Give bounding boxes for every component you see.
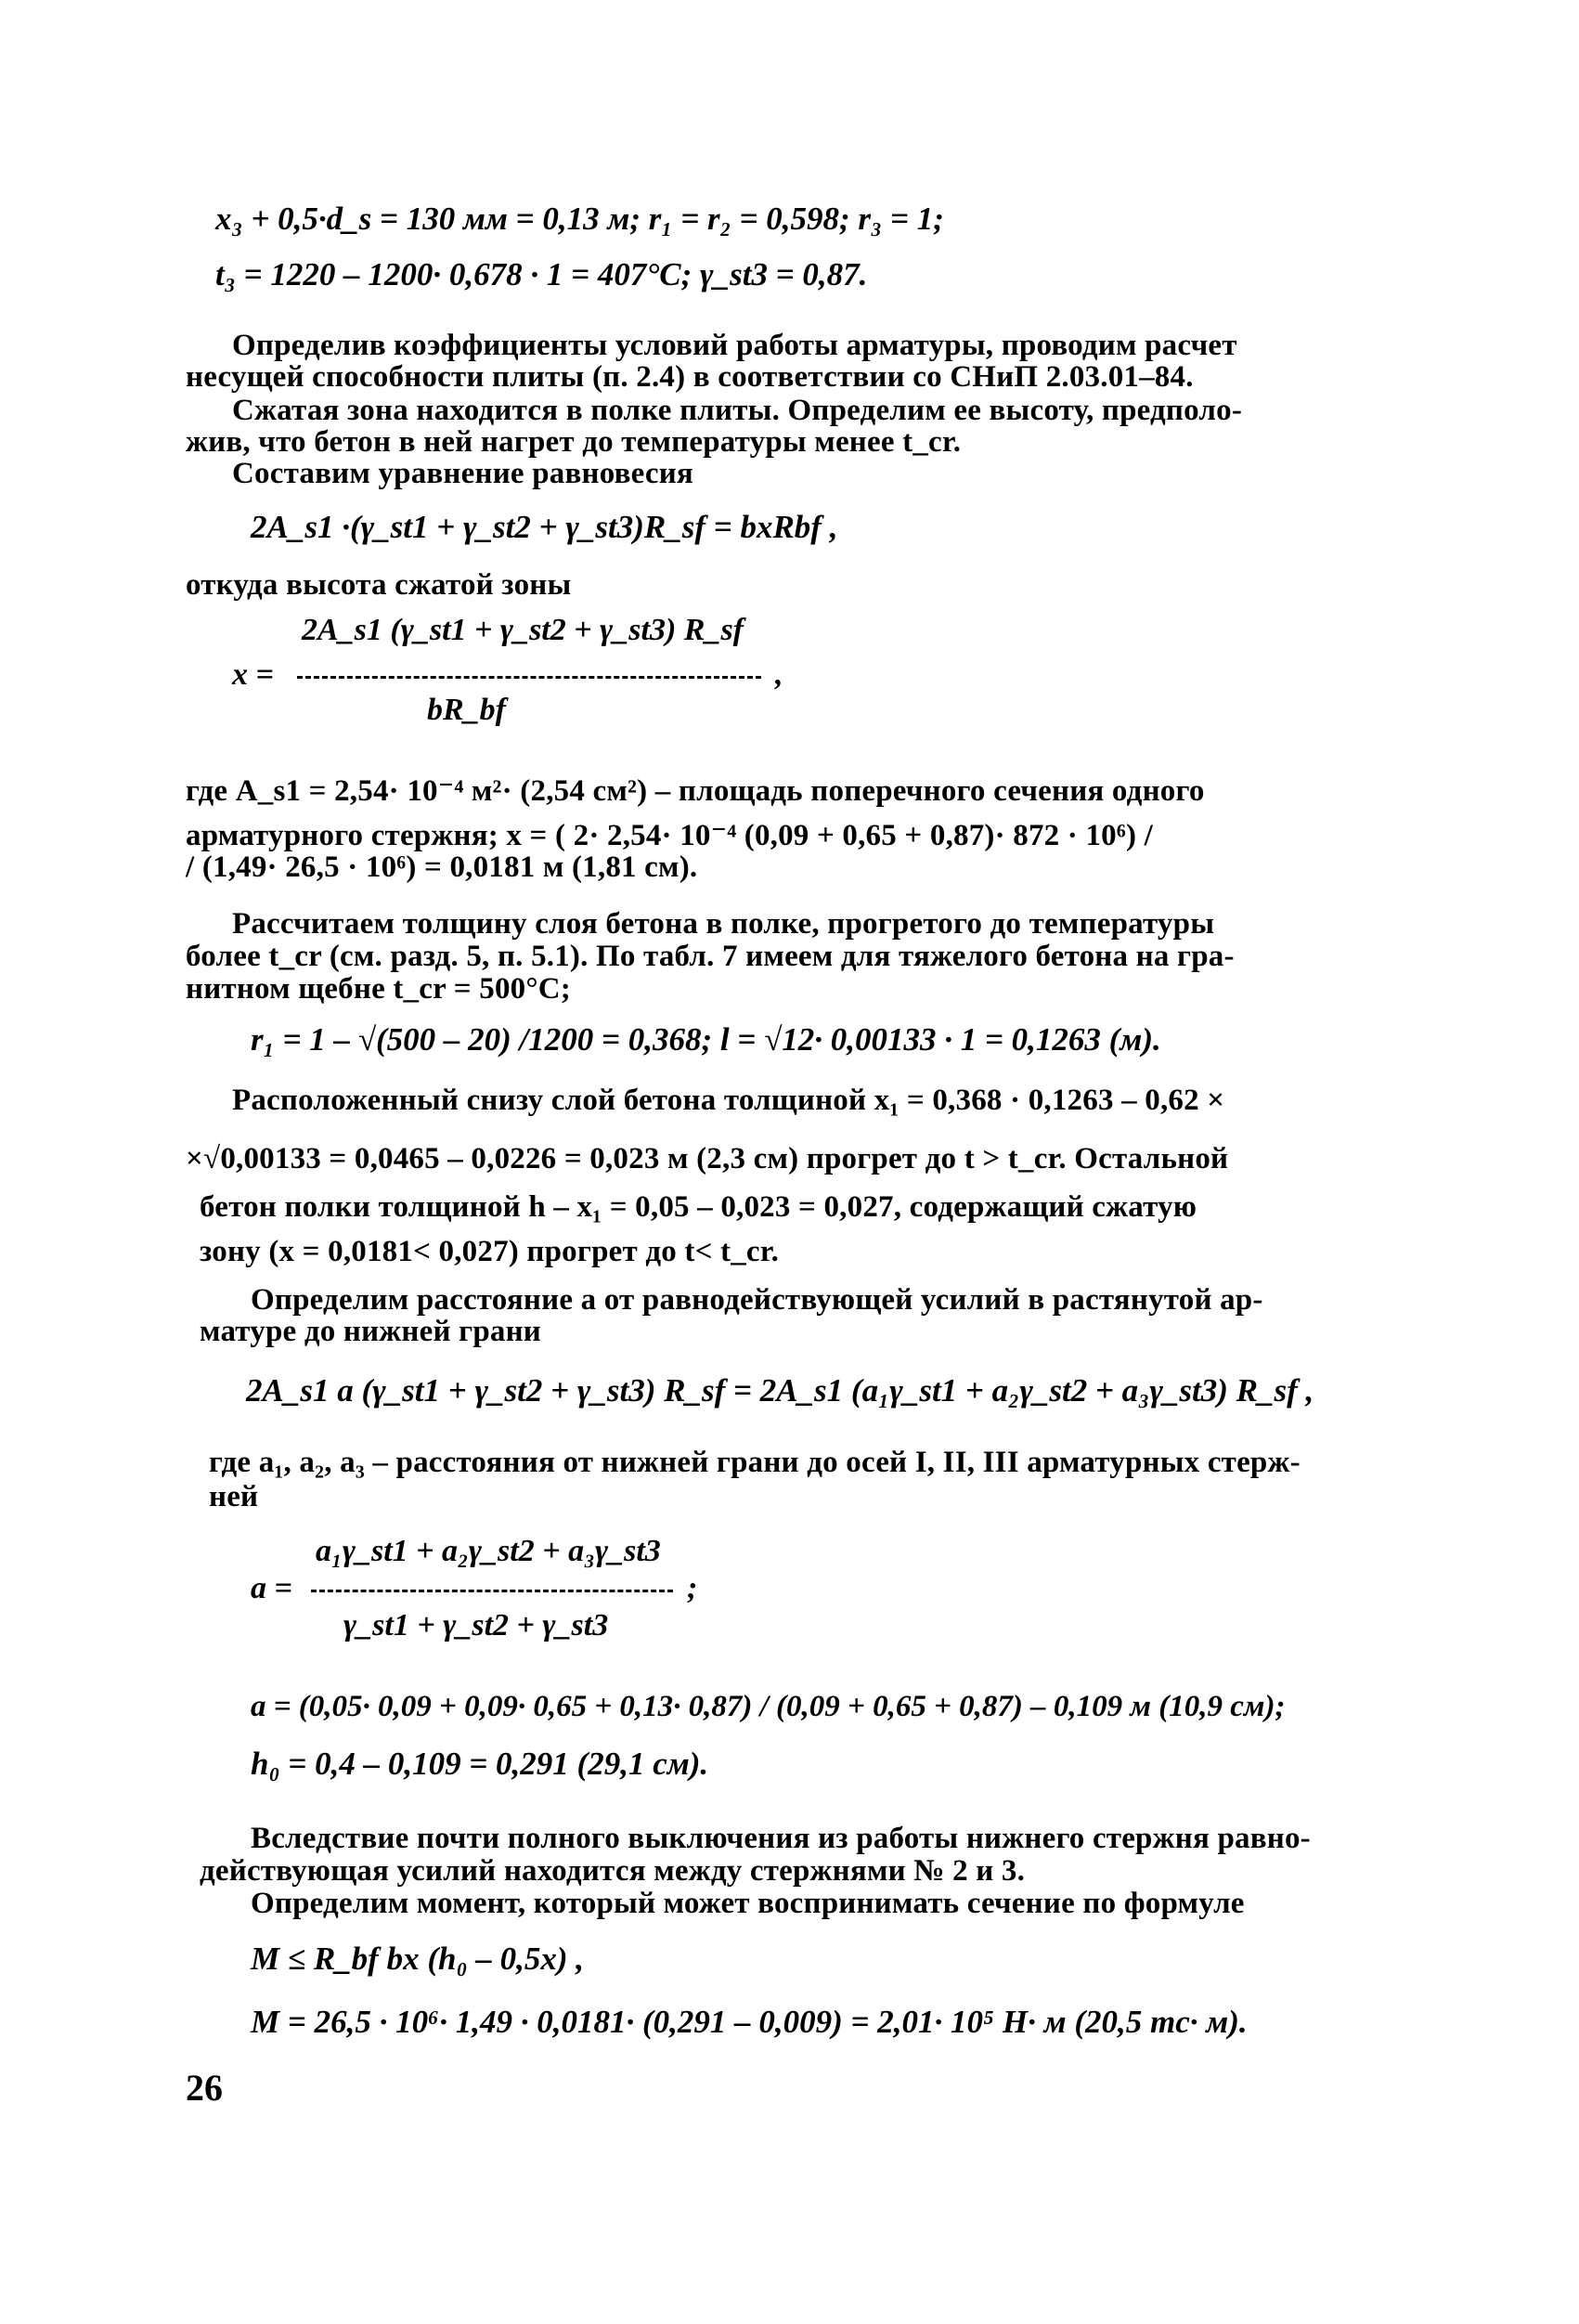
equilibrium-equation: 2A_s1 ·(γ_st1 + γ_st2 + γ_st3)R_sf = bxRbf , <box>251 509 838 545</box>
page-number: 26 <box>186 2067 223 2109</box>
equation-h0: h₀ = 0,4 – 0,109 = 0,291 (29,1 см). <box>251 1746 709 1782</box>
paragraph-line: действующая усилий находится между стержнями № 2 и 3. <box>200 1854 1026 1888</box>
paragraph-line: бетон полки толщиной h – x₁ = 0,05 – 0,023 = 0,027, содержащий сжатую <box>200 1190 1197 1224</box>
fraction-x-denominator: bR_bf <box>427 693 506 727</box>
fraction-a-tail: ; <box>687 1571 698 1605</box>
fraction-a-denominator: γ_st1 + γ_st2 + γ_st3 <box>343 1608 609 1642</box>
paragraph-line: ней <box>209 1480 259 1513</box>
equation-r1: r₁ = 1 – √(500 – 20) /1200 = 0,368; l = √12· 0,00133 · 1 = 0,1263 (м). <box>251 1021 1161 1058</box>
paragraph-line: Вследствие почти полного выключения из работы нижнего стержня равно- <box>251 1822 1311 1855</box>
paragraph-line: зону (x = 0,0181< 0,027) прогрет до t< t_cr. <box>200 1235 780 1268</box>
fraction-bar <box>311 1590 673 1592</box>
moment-inequality: M ≤ R_bf bx (h₀ – 0,5x) , <box>251 1941 585 1977</box>
paragraph-line: несущей способности плиты (п. 2.4) в соответствии со СНиП 2.03.01–84. <box>186 360 1194 394</box>
equation-a: a = (0,05· 0,09 + 0,09· 0,65 + 0,13· 0,87) / (0,09 + 0,65 + 0,87) – 0,109 м (10,9 см); <box>251 1690 1286 1723</box>
fraction-x-lhs: x = <box>232 657 274 692</box>
paragraph-line: матуре до нижней грани <box>200 1315 542 1348</box>
fraction-a-numerator: a₁γ_st1 + a₂γ_st2 + a₃γ_st3 <box>316 1534 661 1568</box>
paragraph-line: жив, что бетон в ней нагрет до температуры менее t_cr. <box>186 425 962 459</box>
paragraph-line: Определим расстояние a от равнодействующей усилий в растянутой ар- <box>251 1283 1263 1317</box>
paragraph-line: Определим момент, который может воспринимать сечение по формуле <box>251 1887 1245 1920</box>
paragraph-line: более t_cr (см. разд. 5, п. 5.1). По табл. 7 имеем для тяжелого бетона на гра- <box>186 940 1235 973</box>
paragraph-line: / (1,49· 26,5 · 10⁶) = 0,0181 м (1,81 см). <box>186 850 698 884</box>
paragraph-line: Рассчитаем толщину слоя бетона в полке, прогретого до температуры <box>232 907 1215 941</box>
fraction-x-numerator: 2A_s1 (γ_st1 + γ_st2 + γ_st3) R_sf <box>302 613 744 647</box>
moment-calculation: M = 26,5 · 10⁶· 1,49 · 0,0181· (0,291 – 0,009) = 2,01· 10⁵ Н· м (20,5 тс· м). <box>251 2004 1248 2040</box>
fraction-x-tail: , <box>775 657 783 692</box>
paragraph-line: Сжатая зона находится в полке плиты. Определим ее высоту, предполо- <box>232 394 1243 427</box>
fraction-a <box>251 1534 733 1664</box>
paragraph-line: откуда высота сжатой зоны <box>186 568 572 602</box>
paragraph-line: Расположенный снизу слой бетона толщиной x₁ = 0,368 · 0,1263 – 0,62 × <box>232 1084 1225 1117</box>
paragraph-line: Определив коэффициенты условий работы арматуры, проводим расчет <box>232 329 1237 362</box>
paragraph-line: где a₁, a₂, a₃ – расстояния от нижней грани до осей I, II, III арматурных стерж- <box>209 1446 1301 1479</box>
paragraph-line: Составим уравнение равновесия <box>232 457 693 490</box>
paragraph-line: где A_s1 = 2,54· 10⁻⁴ м²· (2,54 см²) – площадь поперечного сечения одного <box>186 774 1205 808</box>
paragraph-line: ×√0,00133 = 0,0465 – 0,0226 = 0,023 м (2,3 см) прогрет до t > t_cr. Остальной <box>186 1142 1229 1175</box>
paragraph-line: арматурного стержня; x = ( 2· 2,54· 10⁻⁴ (0,09 + 0,65 + 0,87)· 872 · 10⁶) / <box>186 819 1153 852</box>
moment-equation: 2A_s1 a (γ_st1 + γ_st2 + γ_st3) R_sf = 2A_s1 (a₁γ_st1 + a₂γ_st2 + a₃γ_st3) R_sf , <box>246 1372 1314 1409</box>
paragraph-line: нитном щебне t_cr = 500°C; <box>186 972 571 1006</box>
fraction-a-lhs: a = <box>251 1571 292 1605</box>
fraction-bar <box>297 676 761 679</box>
equation-line-2: t₃ = 1220 – 1200· 0,678 · 1 = 407°C; γ_st3 = 0,87. <box>215 256 868 292</box>
fraction-x <box>232 613 808 743</box>
equation-line-1: x₃ + 0,5·d_s = 130 мм = 0,13 м; r₁ = r₂ = 0,598; r₃ = 1; <box>215 201 944 237</box>
